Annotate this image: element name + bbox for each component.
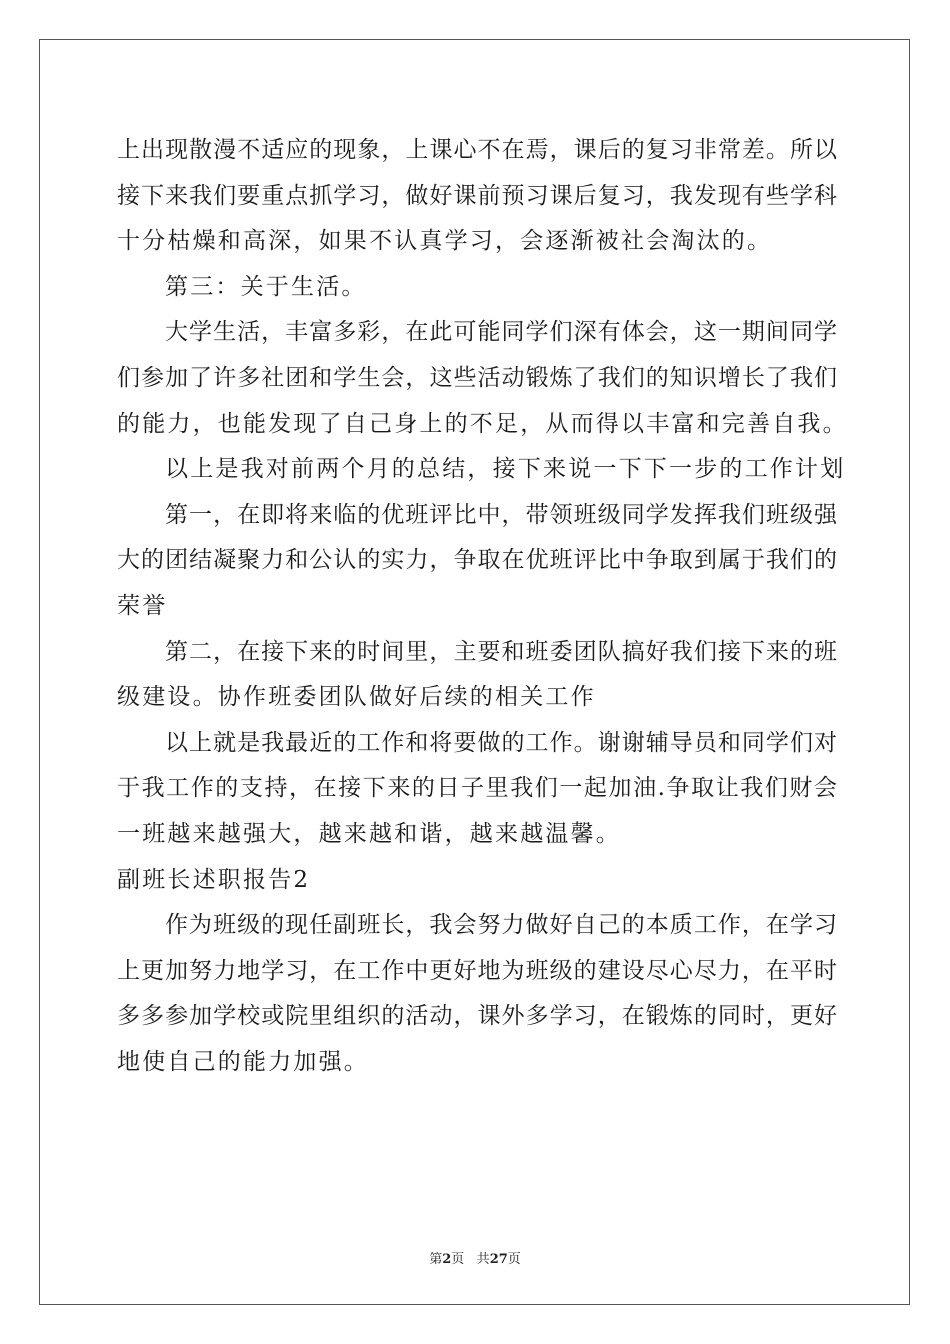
footer-total-prefix: 共 xyxy=(476,1252,490,1267)
footer-page-prefix: 第 xyxy=(429,1252,443,1267)
footer-page-suffix: 页 xyxy=(451,1252,465,1267)
document-body xyxy=(117,128,848,1085)
text-line: 上出现散漫不适应的现象，上课心不在焉，课后的复习非常差。所以 xyxy=(117,137,837,163)
text-line: 地使自己的能力加强。 xyxy=(117,1048,369,1075)
text-line: 们参加了许多社团和学生会，这些活动锻炼了我们的知识增长了我们 xyxy=(117,364,837,391)
text-line: 以上是我对前两个月的总结，接下来说一下下一步的工作计划 xyxy=(165,456,846,483)
text-line: 上更加努力地学习，在工作中更好地为班级的建设尽心尽力，在平时 xyxy=(117,957,837,984)
text-line: 第一，在即将来临的优班评比中，带领班级同学发挥我们班级强 xyxy=(165,501,837,528)
footer-page-number: 2 xyxy=(442,1252,452,1267)
text-line: 于我工作的支持，在接下来的日子里我们一起加油.争取让我们财会 xyxy=(117,775,837,802)
text-line: 以上就是我最近的工作和将要做的工作。谢谢辅导员和同学们对 xyxy=(165,729,837,756)
text-line: 第三：关于生活。 xyxy=(165,273,367,300)
text-line: 级建设。协作班委团队做好后续的相关工作 xyxy=(117,684,596,711)
text-line: 作为班级的现任副班长，我会努力做好自己的本质工作，在学习 xyxy=(165,912,837,939)
footer-total-suffix: 页 xyxy=(507,1252,521,1267)
text-line: 荣誉 xyxy=(117,592,168,619)
text-line: 大的团结凝聚力和公认的实力，争取在优班评比中争取到属于我们的 xyxy=(117,547,837,574)
text-line: 大学生活，丰富多彩，在此可能同学们深有体会，这一期间同学 xyxy=(165,319,837,346)
page-footer xyxy=(0,1248,950,1267)
text-line: 十分枯燥和高深，如果不认真学习，会逐渐被社会淘汰的。 xyxy=(117,228,773,255)
text-line: 第二，在接下来的时间里，主要和班委团队搞好我们接下来的班 xyxy=(165,638,837,665)
text-line: 接下来我们要重点抓学习，做好课前预习课后复习，我发现有些学科 xyxy=(117,182,837,209)
text-line: 的能力，也能发现了自己身上的不足，从而得以丰富和完善自我。 xyxy=(117,410,848,437)
footer-total-pages: 27 xyxy=(489,1252,508,1267)
text-line: 副班长述职报告2 xyxy=(117,866,311,893)
text-line: 多多参加学校或院里组织的活动，课外多学习，在锻炼的同时，更好 xyxy=(117,1003,837,1030)
text-line: 一班越来越强大，越来越和谐，越来越温馨。 xyxy=(117,820,621,847)
